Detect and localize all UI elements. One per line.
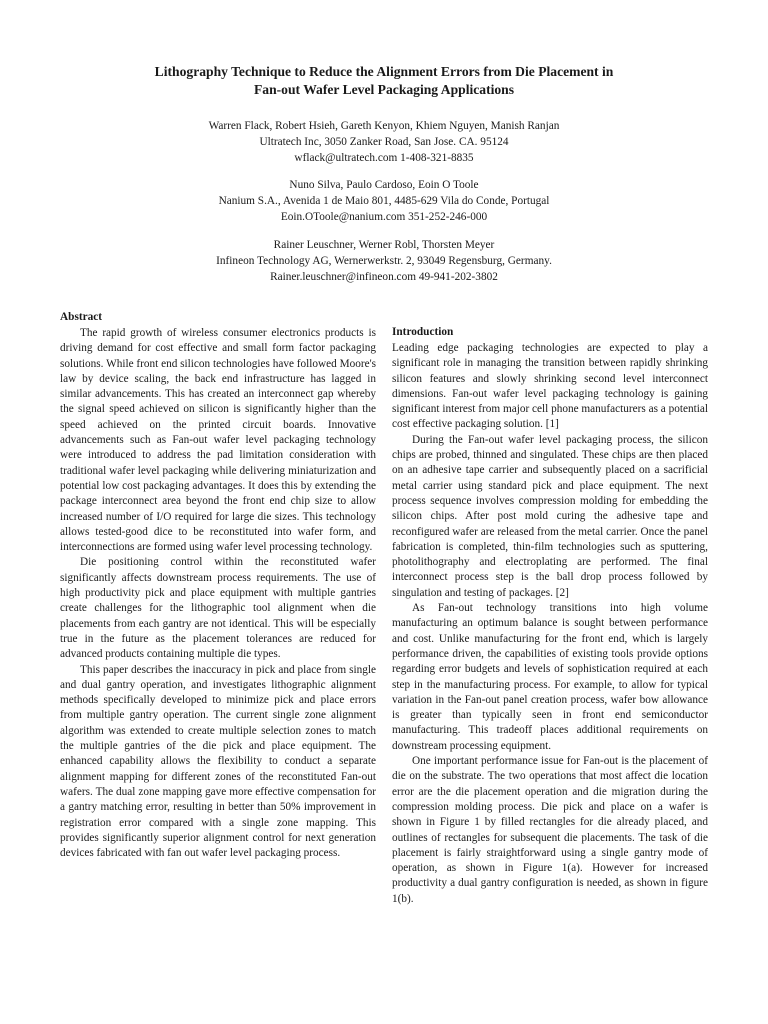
author-organization: Nanium S.A., Avenida 1 de Maio 801, 4485-629 Vila do Conde, Portugal bbox=[218, 195, 550, 207]
abstract-paragraph: Die positioning control within the reconstituted wafer significantly affects downstream process requirements. The use of high productivity pick and place equipment with multiple gantries create challenges for the lithographic tool alignment when die placements from each gantry are not identical. This will be especially true in the future as the placement tolerances are reduced for advanced products containing multiple die types. bbox=[60, 556, 376, 661]
introduction-paragraph: One important performance issue for Fan-out is the placement of die on the substrate. The two operations that most affect die location error are the die placement operation and die migration during the compression molding process. Die pick and place on a wafer is shown in Figure 1 by filled rectangles for die already placed, and outlines of rectangles for subsequent die placements. The task of die placement is fairly straightforward using a single gantry mode of operation, as shown in Figure 1(a). However for increased productivity a dual gantry configuration is needed, as shown in figure 1(b). bbox=[392, 755, 708, 905]
author-contact: wflack@ultratech.com 1-408-321-8835 bbox=[294, 152, 474, 164]
author-block-ultratech bbox=[60, 118, 708, 166]
abstract-paragraph: This paper describes the inaccuracy in pick and place from single and dual gantry operation, and investigates lithographic alignment methods specifically developed to minimize pick and place errors from multiple gantry operation. The current single zone alignment algorithm was extended to create multiple selection zones to match the multiple gantries of the die pick and place equipment. The enhanced capability allows the flexibility to conduct a separate alignment mapping for different zones of the reconstituted Fan-out wafers. The dual zone mapping gave more effective compensation for a gantry matching error, resulting in better than 50% improvement in registration error compared with a single zone mapping. This provides significantly superior alignment control for next generation devices fabricated with fan out wafer level packaging process. bbox=[60, 663, 376, 860]
abstract-paragraph: The rapid growth of wireless consumer electronics products is driving demand for cost effective and small form factor packaging solutions. While front end silicon technologies have followed Moore's law by device scaling, the back end infrastructure has lagged in similar advancements. This has created an interconnect gap whereby the signal speed achieved on silicon is significantly higher than the speed achieved on the printed circuit boards. Innovative advancements such as Fan-out wafer level packaging technology were introduced to address the pad limitation consideration with traditional wafer level packaging while delivering miniaturization and potential low cost packaging advantages. It does this by extending the package interconnect area beyond the front end chip size to allow increased number of I/O required for large die sizes. This technology allows tested-good dice to be reconstituted into wafer form, and interconnections are formed using wafer level processing technology. bbox=[60, 327, 376, 554]
author-contact: Rainer.leuschner@infineon.com 49-941-202-3802 bbox=[270, 271, 498, 283]
paper-title bbox=[60, 63, 708, 99]
author-organization: Ultratech Inc, 3050 Zanker Road, San Jose. CA. 95124 bbox=[259, 136, 509, 148]
introduction-paragraph: Leading edge packaging technologies are expected to play a significant role in managing the transition between rapidly shrinking silicon features and slowly shrinking second level interconnect dimensions. Fan-out wafer level packaging technology is gaining significant interest from major cell phone manufacturers as a potential cost effective packaging solution. [1] bbox=[392, 342, 708, 431]
title-line-1: Lithography Technique to Reduce the Alignment Errors from Die Placement in bbox=[154, 64, 614, 79]
introduction-paragraph: During the Fan-out wafer level packaging process, the silicon chips are probed, thinned and singulated. These chips are then placed on an adhesive tape carrier and subsequently placed on a sacrificial metal carrier using standard pick and place equipment. The next process sequence involves compression molding for embedding the silicon chips. After post mold curing the adhesive tape and reconfigured wafer are released from the metal carrier. Once the panel fabrication is completed, thin-film technologies such as sputtering, photolithography and electroplating are performed. The final interconnect process step is the ball drop process followed by singulation and testing of packages. [2] bbox=[392, 433, 708, 599]
author-block-infineon bbox=[60, 237, 708, 285]
abstract-section bbox=[60, 310, 376, 861]
author-names: Warren Flack, Robert Hsieh, Gareth Kenyon, Khiem Nguyen, Manish Ranjan bbox=[208, 120, 560, 132]
introduction-paragraph: As Fan-out technology transitions into high volume manufacturing an optimum balance is sought between performance and cost. Unlike manufacturing for the front end, which is largely performance driven, the capabilities of existing tools provide options regarding error budgets and levels of sophistication required at each step in the manufacturing process. For example, to allow for typical variation in the Fan-out panel creation process, wafer bow allowance is greater than typically seen in front end semiconductor manufacturing. This tradeoff places additional requirements on downstream processing equipment. bbox=[392, 602, 708, 752]
abstract-heading: Abstract bbox=[60, 311, 103, 323]
author-contact: Eoin.OToole@nanium.com 351-252-246-000 bbox=[280, 211, 488, 223]
author-names: Rainer Leuschner, Werner Robl, Thorsten Meyer bbox=[273, 239, 495, 251]
author-organization: Infineon Technology AG, Wernerwerkstr. 2, 93049 Regensburg, Germany. bbox=[216, 255, 552, 267]
title-line-2: Fan-out Wafer Level Packaging Applications bbox=[253, 82, 515, 97]
introduction-heading: Introduction bbox=[392, 326, 454, 338]
author-names: Nuno Silva, Paulo Cardoso, Eoin O Toole bbox=[289, 179, 479, 191]
introduction-section bbox=[392, 325, 708, 907]
author-block-nanium bbox=[60, 177, 708, 225]
